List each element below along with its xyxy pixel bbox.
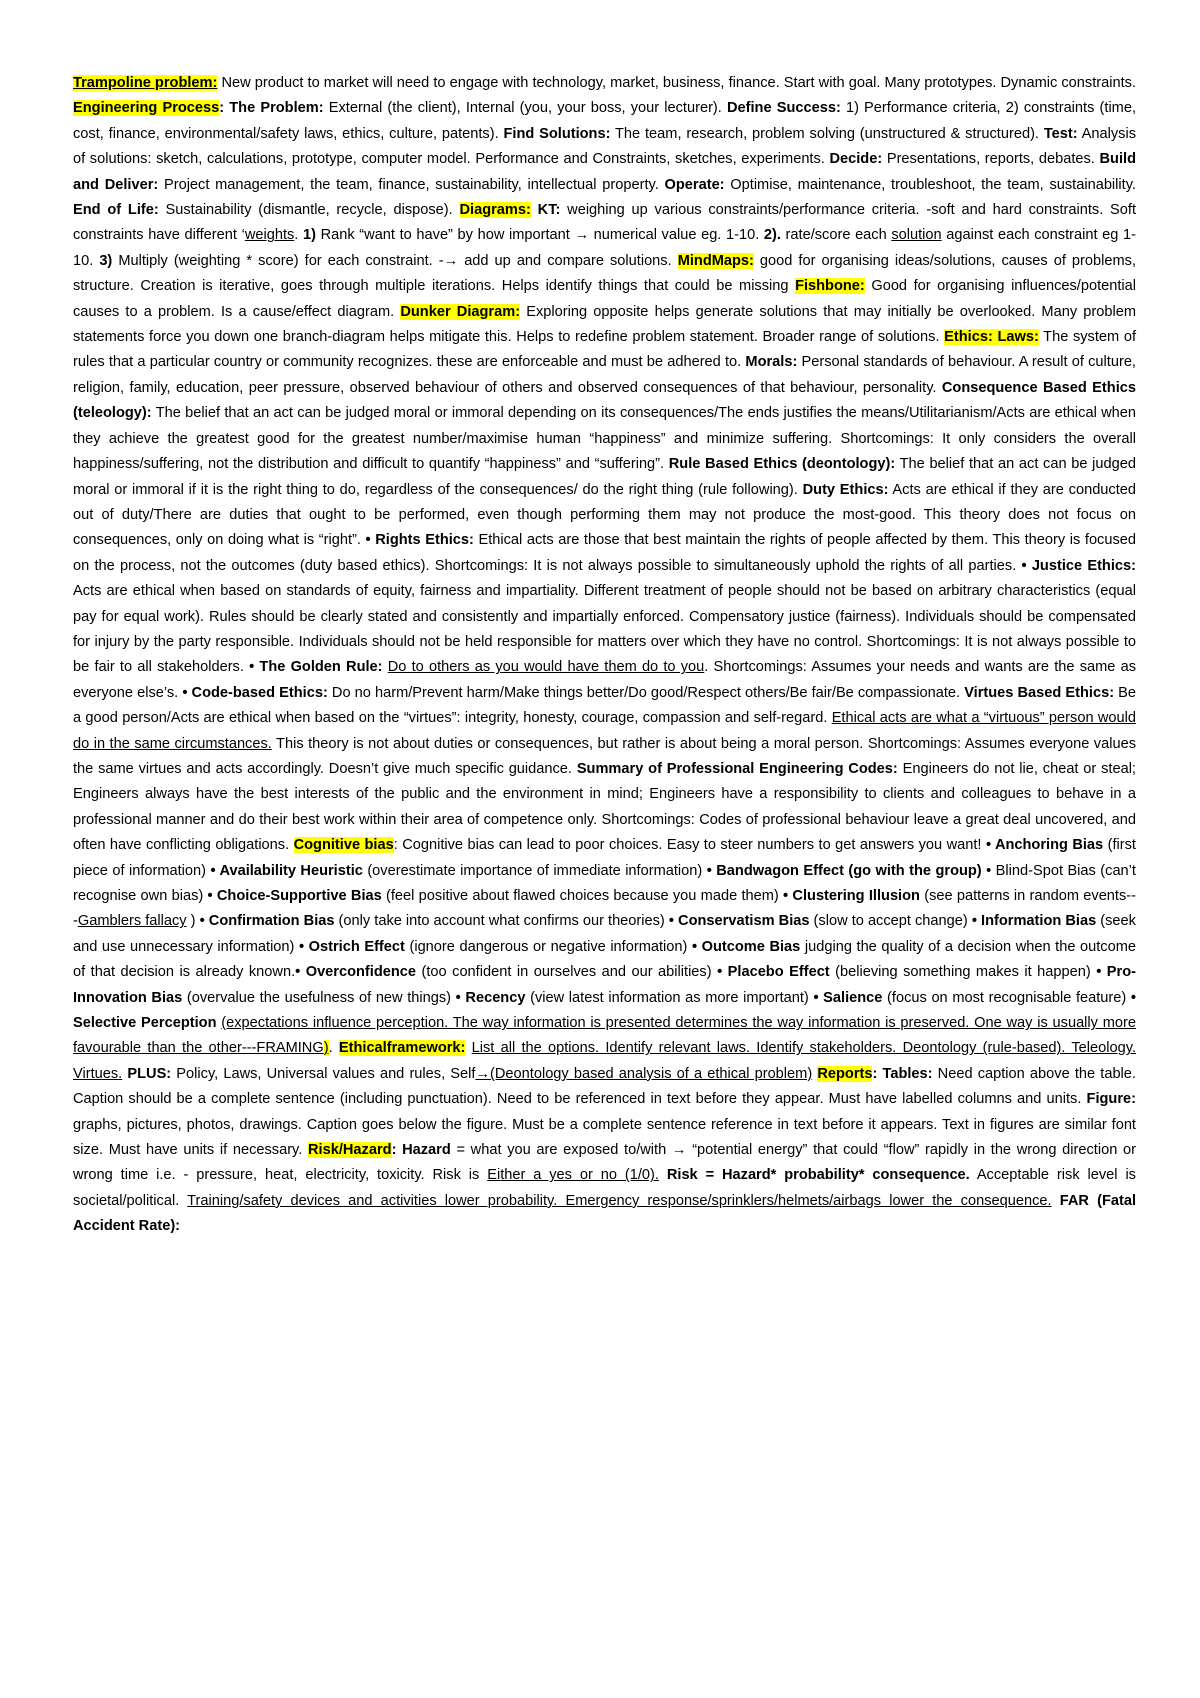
text-segment: (overestimate importance of immediate information) xyxy=(362,862,707,879)
highlighted-heading: Reports xyxy=(817,1065,873,1082)
text-segment: This theory is not about duties or consequences, but rather is about being a moral person. Shortcomings: Assumes everyone values the same virtues and acts accordingly. Doesn’t give much specific guidance. xyxy=(73,735,1136,777)
highlighted-heading: Ethics: xyxy=(944,329,993,346)
text-segment: Acceptable risk level is societal/political. xyxy=(73,1167,1136,1209)
bold-term: • Rights Ethics: xyxy=(365,532,474,549)
text-segment: : Cognitive bias can lead to poor choices. Easy to steer numbers to get answers you want! xyxy=(393,837,986,854)
text-segment: Exploring opposite helps generate solutions that may initially be overlooked. Many problem statements force you down one branch-diagram helps mitigate this. Helps to redefine problem statement. Broader range of solutions. xyxy=(73,303,1137,346)
text-segment xyxy=(659,1167,667,1183)
text-segment: graphs, pictures, photos, drawings. Caption goes below the figure. Must be a complete sentence reference in text before it appears. Text in figures are similar font size. Must have units if necessary. xyxy=(73,1116,1136,1159)
bold-term: • Outcome Bias xyxy=(691,938,801,955)
bold-term: Consequence Based Ethics (teleology): xyxy=(73,379,1136,422)
highlighted-heading: Cognitive bias xyxy=(293,837,394,854)
text-segment: Ethical acts are those that best maintain the rights of people affected by them. This theory is focused on the process, not the outcomes (duty based ethics). Shortcomings: It is not always possible to simultaneously uphold the rights of all parties. xyxy=(73,532,1136,574)
text-segment: Be a good person/Acts are ethical when based on the “virtues”: integrity, honesty, courage, compassion and self-regard. xyxy=(73,684,1137,727)
bold-term: KT: xyxy=(537,202,561,219)
bold-term: Summary of Professional Engineering Codes: xyxy=(576,760,898,777)
text-segment: Project management, the team, finance, sustainability, intellectual property. xyxy=(158,176,665,193)
bold-term: • Justice Ethics: xyxy=(1021,557,1136,574)
text-segment: Training/safety devices and activities lower probability. Emergency response/sprinklers/helmets/airbags lower the consequence. xyxy=(187,1192,1052,1209)
text-segment: (only take into account what confirms our theories) xyxy=(334,913,669,930)
bold-term: PLUS: xyxy=(127,1065,172,1082)
text-segment: Engineers do not lie, cheat or steal; Engineers always have the best interests of the public and the environment in mind; Engineers have a responsibility to clients and colleagues to behave in a professional manner and do their best work within their area of competence only. Shortcomings: Codes of professional behaviour leave a great deal uncovered, and often have conflicting obligations. xyxy=(73,760,1136,854)
text-segment: (see patterns in random events--- xyxy=(73,888,1136,930)
highlighted-heading: MindMaps: xyxy=(677,252,754,269)
bold-term: Test: xyxy=(1043,125,1078,142)
text-segment: = what you are exposed to/with → “potential energy” that could “flow” rapidly in the wrong direction or wrong time i.e. - pressure, heat, electricity, toxicity. Risk is xyxy=(73,1142,1136,1184)
bold-term: • Confirmation Bias xyxy=(199,913,335,930)
text-segment: Gamblers fallacy xyxy=(77,913,187,930)
bold-term: • Availability Heuristic xyxy=(210,862,363,879)
bold-term: • Salience xyxy=(813,989,883,1006)
bold-term: 3) xyxy=(99,252,113,269)
bold-term: : xyxy=(391,1142,403,1159)
text-segment: (believing something makes it happen) xyxy=(829,964,1097,981)
highlighted-heading: Diagrams: xyxy=(459,202,531,219)
bold-term: Risk = Hazard* probability* consequence. xyxy=(666,1167,970,1184)
bold-term: Virtues Based Ethics: xyxy=(964,684,1115,701)
text-segment: Do no harm/Prevent harm/Make things better/Do good/Respect others/Be fair/Be compassionate. xyxy=(327,684,965,701)
text-segment: Rank “want to have” by how important → numerical value eg. 1-10. xyxy=(315,227,764,244)
highlighted-heading: Fishbone: xyxy=(795,278,865,295)
text-segment: . xyxy=(328,1040,339,1057)
text-segment: against each constraint eg 1-10. xyxy=(73,227,1136,269)
bold-term: Find Solutions: xyxy=(503,125,611,142)
text-segment: solution xyxy=(891,227,942,244)
bold-term: Hazard xyxy=(402,1142,451,1159)
text-segment: The system of rules that a particular country or community recognizes. these are enforceable and must be adhered to. xyxy=(73,329,1136,371)
text-segment: (too confident in ourselves and our abilities) xyxy=(416,964,718,981)
text-segment: rate/score each xyxy=(780,227,892,244)
highlighted-heading: Dunker Diagram: xyxy=(400,303,521,320)
bold-term: Define Success: xyxy=(726,100,841,117)
highlighted-heading: ) xyxy=(323,1040,329,1057)
bold-term: Figure: xyxy=(1086,1091,1136,1108)
text-segment xyxy=(531,202,538,218)
text-segment: New product to market will need to engage with technology, market, business, finance. Start with goal. Many prototypes. Dynamic constraints. xyxy=(217,75,1136,91)
text-segment: →(Deontology based analysis of a ethical problem) xyxy=(475,1065,813,1082)
bold-term: • Choice-Supportive Bias xyxy=(207,888,382,904)
bold-term: • Pro-Innovation Bias xyxy=(73,964,1136,1006)
bold-term: Rule Based Ethics (deontology): xyxy=(668,456,896,473)
text-segment: weighing up various constraints/performance criteria. -soft and hard constraints. Soft constraints have different ‘ xyxy=(73,202,1136,244)
bold-term: • Overconfidence xyxy=(295,964,417,981)
bold-term: • Information Bias xyxy=(971,913,1097,930)
text-segment: Either a yes or no (1/0). xyxy=(487,1167,659,1184)
text-segment: (expectations influence perception. The way information is presented determines the way information is preserved. One way is usually more favourable than the other---FRAMING xyxy=(73,1015,1136,1057)
text-segment: (view latest information as more important) xyxy=(525,989,814,1006)
text-segment: Policy, Laws, Universal values and rules, Self xyxy=(171,1065,476,1082)
bold-term: : xyxy=(219,100,230,117)
text-segment: • Blind-Spot Bias (can’t recognise own bias) xyxy=(73,862,1136,904)
bold-term: • Conservatism Bias xyxy=(668,913,810,930)
text-segment: The belief that an act can be judged moral or immoral depending on its consequences/The ends justifies the means/Utilitarianism/Acts are ethical when they achieve the greatest good for the greatest number/maximise human “happiness” and minimize suffering. Shortcomings: It only considers the overall happiness/suffering, not the distribution and difficult to quantify “happiness” and “suffering”. xyxy=(73,405,1136,473)
bold-term: Build and Deliver: xyxy=(73,151,1136,193)
text-segment: 1) Performance criteria, 2) constraints (time, cost, finance, environmental/safety laws, ethics, culture, patents). xyxy=(73,100,1137,142)
bold-term: • Bandwagon Effect (go with the group) xyxy=(706,862,982,879)
highlighted-heading: Laws: xyxy=(997,329,1039,346)
text-segment: Acts are ethical if they are conducted out of duty/There are duties that ought to be performed, even though performing them may not produce the most-good. This theory does not focus on consequences, only on doing what is “right”. xyxy=(73,481,1137,549)
bold-term: • Anchoring Bias xyxy=(985,837,1104,854)
text-segment: The team, research, problem solving (unstructured & structured). xyxy=(610,125,1044,142)
highlighted-heading: Ethicalframework: xyxy=(338,1040,466,1057)
text-segment: Good for organising influences/potential causes to a problem. Is a cause/effect diagram. xyxy=(73,278,1137,320)
text-segment: (ignore dangerous or negative information) xyxy=(404,938,692,955)
bold-term: Operate: xyxy=(664,176,725,193)
bold-term: FAR (Fatal Accident Rate): xyxy=(73,1192,1137,1235)
text-segment: The belief that an act can be judged moral or immoral if it is the right thing to do, regardless of the consequences/ do the right thing (rule following). xyxy=(73,456,1136,498)
bold-term: Tables: xyxy=(882,1065,933,1082)
text-segment: Sustainability (dismantle, recycle, dispose). xyxy=(158,202,460,219)
text-segment: Analysis of solutions: sketch, calculations, prototype, computer model. Performance and Constraints, sketches, experiments. xyxy=(73,125,1136,168)
text-segment: (feel positive about flawed choices because you made them) xyxy=(381,888,784,904)
text-segment: External (the client), Internal (you, your boss, your lecturer). xyxy=(323,100,727,117)
bold-term: Decide: xyxy=(829,151,883,168)
highlighted-heading: Risk/Hazard xyxy=(308,1142,392,1159)
bold-term: • The Golden Rule: xyxy=(249,659,383,676)
text-segment: good for organising ideas/solutions, causes of problems, structure. Creation is iterative, goes through multiple iterations. Helps identify things that could be missing xyxy=(73,252,1136,295)
bold-term: • Placebo Effect xyxy=(717,964,830,981)
text-segment: (seek and use unnecessary information) xyxy=(73,913,1136,955)
text-segment: Multiply (weighting * score) for each constraint. -→ add up and compare solutions. xyxy=(112,252,678,269)
text-segment: (slow to accept change) xyxy=(809,913,972,930)
text-segment: . Shortcomings: Assumes your needs and wants are the same as everyone else’s. xyxy=(73,659,1136,701)
text-segment: ) xyxy=(186,913,200,930)
bold-term: The Problem: xyxy=(229,100,324,117)
text-segment: Optimise, maintenance, troubleshoot, the team, sustainability. xyxy=(724,176,1136,193)
bold-term: • Ostrich Effect xyxy=(298,938,405,955)
text-segment: (overvalue the usefulness of new things) xyxy=(182,989,456,1006)
bold-term: 2). xyxy=(763,227,781,244)
text-segment: List all the options. Identify relevant laws. Identify stakeholders. Deontology (rule-based). Teleology. Virtues. xyxy=(73,1040,1137,1082)
bold-term: • Selective Perception xyxy=(73,989,1137,1032)
bold-term: • Clustering Illusion xyxy=(783,888,920,904)
text-segment: (focus on most recognisable feature) xyxy=(882,989,1131,1006)
bold-term: End of Life: xyxy=(73,202,159,219)
highlighted-heading: Engineering Process xyxy=(73,100,220,117)
text-segment: Acts are ethical when based on standards of equity, fairness and impartiality. Different treatment of people should not be based on arbitrary characteristics (equal pay for equal work). Rules should be clearly stated and consistently and impartially enforced. Compensatory justice (fairness). Individuals should be compensated for injury by the party responsible. Individuals should not be held responsible for matters over which they have no control. Shortcomings: It is not always possible to be fair to all stakeholders. xyxy=(73,583,1136,676)
bold-term: • Recency xyxy=(455,989,526,1006)
text-segment xyxy=(1052,1193,1060,1209)
text-segment: Do to others as you would have them do to you xyxy=(387,659,705,676)
highlighted-heading: Trampoline problem: xyxy=(73,75,218,91)
text-segment: Personal standards of behaviour. A result of culture, religion, family, education, peer pressure, observed behaviour of others and observed consequences of that behaviour, personality. xyxy=(73,354,1136,396)
text-segment: Ethical acts are what a “virtuous” person would do in the same circumstances. xyxy=(73,710,1136,752)
bold-term: : xyxy=(872,1065,883,1082)
bold-term: 1) xyxy=(302,227,316,244)
bold-term: Morals: xyxy=(745,354,798,371)
bold-term: • Code-based Ethics: xyxy=(182,684,328,701)
text-segment: Need caption above the table. Caption should be a complete sentence (including punctuation). Need to be referenced in text before they appear. Must have labelled columns and units. xyxy=(73,1065,1136,1108)
text-segment: Presentations, reports, debates. xyxy=(882,151,1100,168)
bold-term: Duty Ethics: xyxy=(802,481,889,498)
text-segment: judging the quality of a decision when the outcome of that decision is already known. xyxy=(73,938,1136,981)
text-segment: weights xyxy=(244,227,295,244)
document-body xyxy=(73,71,1136,1240)
text-segment: (first piece of information) xyxy=(73,837,1136,879)
text-segment: . xyxy=(294,227,303,244)
